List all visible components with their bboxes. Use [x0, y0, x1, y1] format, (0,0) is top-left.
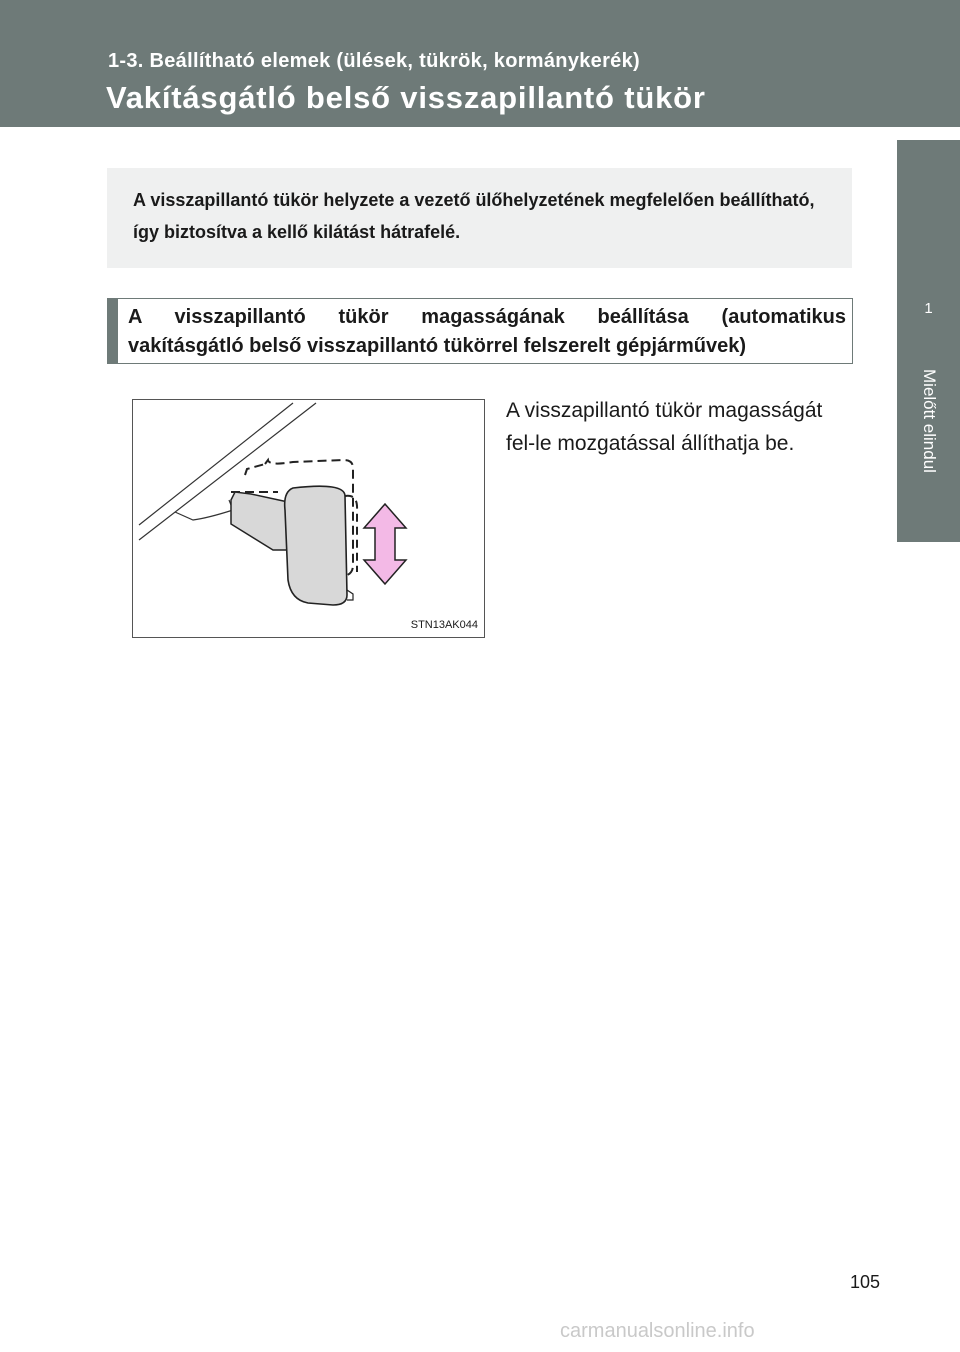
chapter-label-tab	[897, 357, 960, 542]
figure-code: STN13AK044	[410, 619, 478, 631]
chapter-tab[interactable]	[897, 140, 960, 357]
body-text: A visszapillantó tükör magasságát fel-le mozgatással állíthatja be.	[506, 399, 823, 455]
section-title: 1-3. Beállítható elemek (ülések, tükrök, kormánykerék)	[108, 50, 640, 72]
subheading-line-1: A visszapillantó tükör magasságának beállítása (automatikus	[128, 306, 846, 328]
subheading-line-2: vakításgátló belső visszapillantó tükörrel felszerelt gépjárművek)	[128, 335, 746, 357]
chapter-label: Mielőtt elindul	[920, 369, 939, 473]
mirror-drawing	[133, 400, 484, 637]
chapter-number: 1	[924, 300, 933, 317]
page-number: 105	[849, 1272, 880, 1292]
page-header	[0, 0, 960, 127]
watermark: carmanualsonline.info	[560, 1320, 755, 1342]
intro-box	[107, 168, 852, 268]
subheading-text	[128, 303, 846, 361]
up-down-arrow-icon	[364, 504, 406, 584]
mirror-illustration	[132, 399, 485, 638]
intro-text: A visszapillantó tükör helyzete a vezető ülőhelyzetének megfelelően beállítható, így biztosítva a kellő kilátást hátrafelé.	[133, 190, 815, 242]
subheading-box	[107, 298, 853, 364]
subheading-bar	[108, 299, 118, 363]
page-title: Vakításgátló belső visszapillantó tükör	[106, 80, 706, 115]
